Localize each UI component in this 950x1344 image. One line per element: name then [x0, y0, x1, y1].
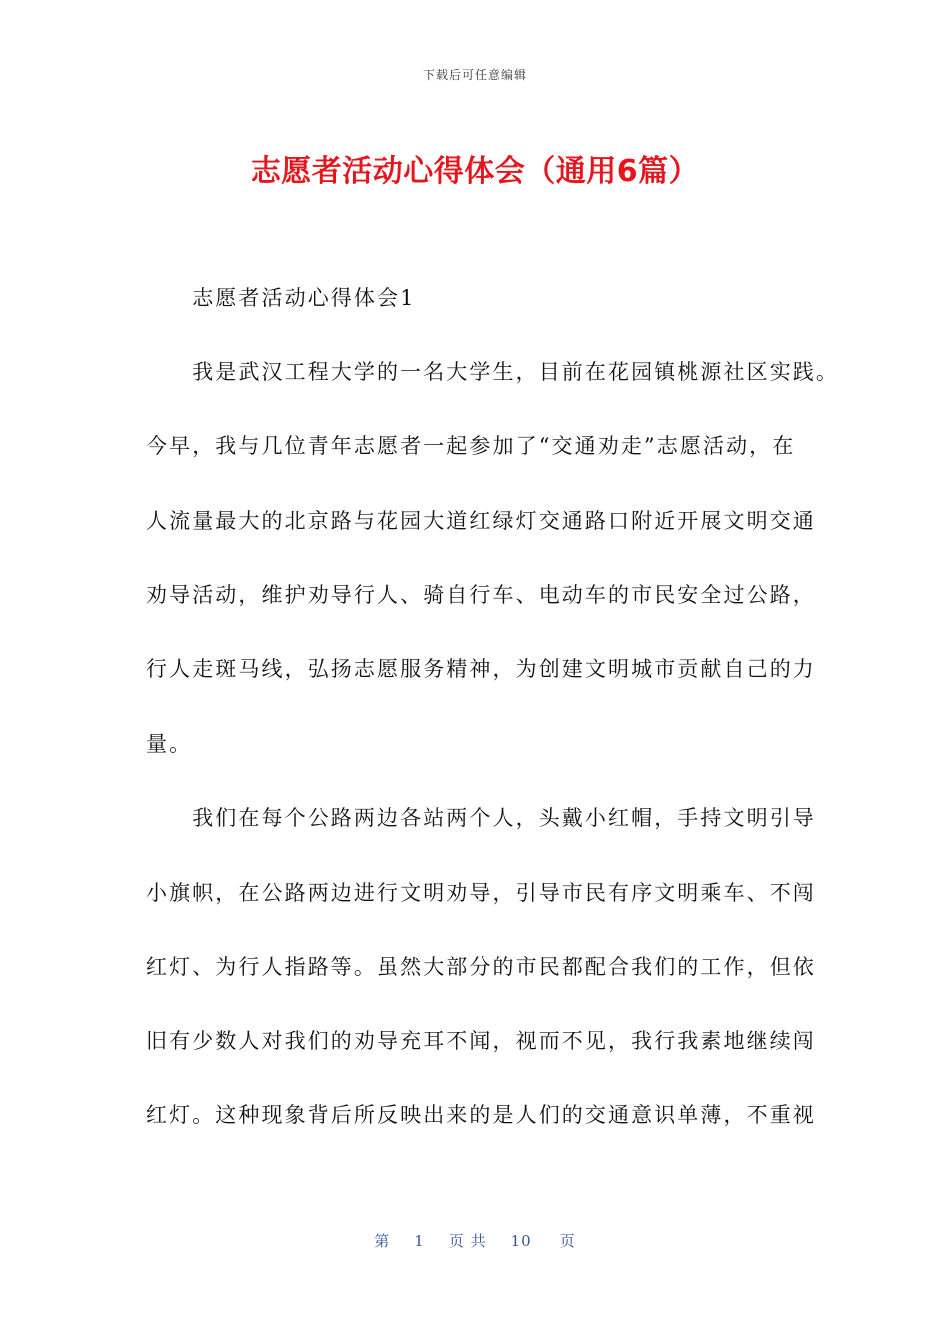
paragraph-line: 劝导活动，维护劝导行人、骑自行车、电动车的市民安全过公路，	[146, 583, 816, 607]
paragraph-line: 旧有少数人对我们的劝导充耳不闻，视而不见，我行我素地继续闯	[146, 1029, 816, 1053]
paragraph-line: 量。	[146, 732, 193, 756]
page-footer	[0, 1230, 950, 1251]
page-label: 第	[374, 1232, 391, 1250]
paragraph-line: 红灯。这种现象背后所反映出来的是人们的交通意识单薄，不重视	[146, 1103, 816, 1127]
total-label: 页 共	[448, 1232, 487, 1250]
page-number: 1	[414, 1232, 425, 1250]
paragraph-line: 红灯、为行人指路等。虽然大部分的市民都配合我们的工作，但依	[146, 955, 816, 979]
document-title: 志愿者活动心得体会（通用6篇）	[250, 154, 700, 189]
page-suffix: 页	[559, 1232, 576, 1250]
paragraph-line: 人流量最大的北京路与花园大道红绿灯交通路口附近开展文明交通	[146, 509, 816, 533]
paragraph-line: 小旗帜，在公路两边进行文明劝导，引导市民有序文明乘车、不闯	[146, 881, 816, 905]
section-heading: 志愿者活动心得体会1	[146, 286, 416, 310]
paragraph-line: 今早，我与几位青年志愿者一起参加了“交通劝走”志愿活动，在	[146, 434, 796, 458]
header-note: 下载后可任意编辑	[422, 68, 527, 82]
paragraph-line: 行人走斑马线，弘扬志愿服务精神，为创建文明城市贡献自己的力	[146, 657, 816, 681]
paragraph-line: 我们在每个公路两边各站两个人，头戴小红帽，手持文明引导	[146, 806, 816, 830]
total-pages: 10	[510, 1232, 532, 1250]
paragraph-line: 我是武汉工程大学的一名大学生，目前在花园镇桃源社区实践。	[146, 360, 839, 384]
